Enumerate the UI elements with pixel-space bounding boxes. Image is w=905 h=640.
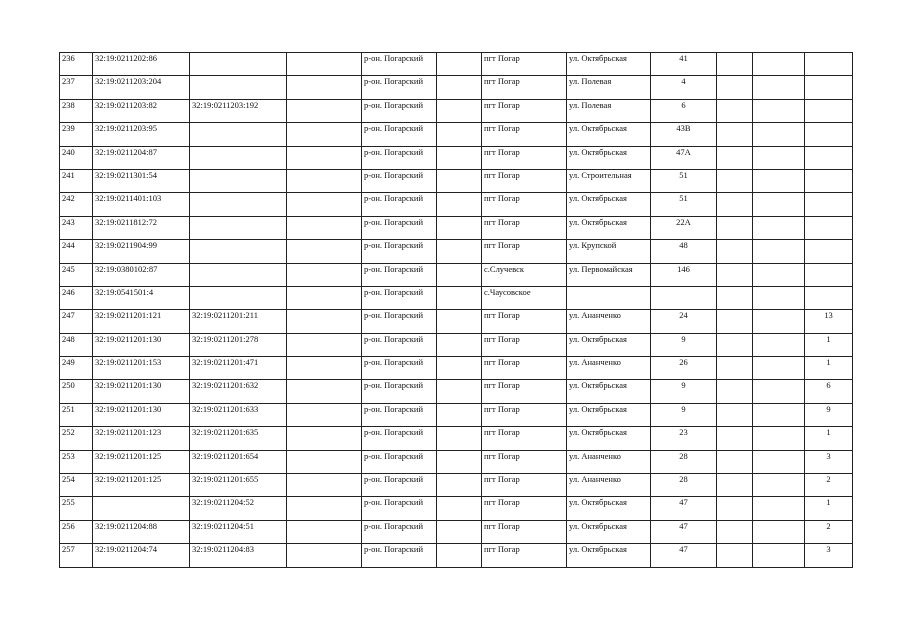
row-number: 251 (60, 403, 93, 426)
empty-cell (753, 146, 805, 169)
empty-cell (753, 99, 805, 122)
settlement-cell: с.Чаусовское (482, 286, 567, 309)
empty-cell (753, 286, 805, 309)
linked-cadastral-number (190, 193, 287, 216)
district-cell: р-он. Погарский (362, 497, 437, 520)
district-cell: р-он. Погарский (362, 286, 437, 309)
district-cell: р-он. Погарский (362, 76, 437, 99)
empty-cell (287, 76, 362, 99)
linked-cadastral-number (190, 169, 287, 192)
empty-cell (287, 450, 362, 473)
linked-cadastral-number (190, 53, 287, 76)
house-number-cell: 51 (651, 169, 717, 192)
table-row (60, 310, 853, 333)
linked-cadastral-number: 32:19:0211201:635 (190, 427, 287, 450)
street-cell: ул. Первомайская (567, 263, 651, 286)
apartment-number-cell: 9 (805, 403, 853, 426)
settlement-cell: пгт Погар (482, 169, 567, 192)
house-number-cell: 9 (651, 333, 717, 356)
settlement-cell: пгт Погар (482, 240, 567, 263)
row-number: 237 (60, 76, 93, 99)
empty-cell (287, 333, 362, 356)
row-number: 245 (60, 263, 93, 286)
district-cell: р-он. Погарский (362, 310, 437, 333)
table-row (60, 403, 853, 426)
empty-cell (717, 520, 753, 543)
empty-cell (437, 450, 482, 473)
cadastral-number: 32:19:0211202:86 (93, 53, 190, 76)
street-cell: ул. Полевая (567, 99, 651, 122)
apartment-number-cell (805, 123, 853, 146)
apartment-number-cell: 3 (805, 544, 853, 567)
table-row (60, 286, 853, 309)
linked-cadastral-number: 32:19:0211201:633 (190, 403, 287, 426)
empty-cell (437, 99, 482, 122)
empty-cell (753, 240, 805, 263)
linked-cadastral-number: 32:19:0211203:192 (190, 99, 287, 122)
linked-cadastral-number (190, 123, 287, 146)
empty-cell (437, 310, 482, 333)
house-number-cell: 48 (651, 240, 717, 263)
empty-cell (437, 333, 482, 356)
empty-cell (717, 380, 753, 403)
row-number: 256 (60, 520, 93, 543)
house-number-cell: 4 (651, 76, 717, 99)
apartment-number-cell (805, 76, 853, 99)
settlement-cell: пгт Погар (482, 357, 567, 380)
empty-cell (287, 497, 362, 520)
row-number: 250 (60, 380, 93, 403)
empty-cell (717, 216, 753, 239)
cadastral-number: 32:19:0211201:130 (93, 333, 190, 356)
apartment-number-cell (805, 216, 853, 239)
apartment-number-cell: 1 (805, 427, 853, 450)
linked-cadastral-number (190, 216, 287, 239)
empty-cell (437, 497, 482, 520)
linked-cadastral-number: 32:19:0211201:211 (190, 310, 287, 333)
empty-cell (287, 310, 362, 333)
empty-cell (753, 544, 805, 567)
street-cell: ул. Октябрьская (567, 380, 651, 403)
empty-cell (437, 286, 482, 309)
house-number-cell: 28 (651, 450, 717, 473)
empty-cell (753, 380, 805, 403)
cadastral-number: 32:19:0211204:74 (93, 544, 190, 567)
empty-cell (717, 169, 753, 192)
linked-cadastral-number (190, 146, 287, 169)
house-number-cell: 51 (651, 193, 717, 216)
apartment-number-cell (805, 146, 853, 169)
empty-cell (437, 146, 482, 169)
empty-cell (287, 403, 362, 426)
district-cell: р-он. Погарский (362, 544, 437, 567)
linked-cadastral-number: 32:19:0211201:632 (190, 380, 287, 403)
street-cell: ул. Крупской (567, 240, 651, 263)
linked-cadastral-number (190, 286, 287, 309)
empty-cell (717, 427, 753, 450)
empty-cell (717, 310, 753, 333)
settlement-cell: с.Случевск (482, 263, 567, 286)
cadastral-number: 32:19:0211201:153 (93, 357, 190, 380)
linked-cadastral-number: 32:19:0211201:654 (190, 450, 287, 473)
empty-cell (437, 76, 482, 99)
row-number: 243 (60, 216, 93, 239)
house-number-cell: 23 (651, 427, 717, 450)
house-number-cell: 9 (651, 403, 717, 426)
district-cell: р-он. Погарский (362, 520, 437, 543)
house-number-cell: 146 (651, 263, 717, 286)
street-cell: ул. Октябрьская (567, 53, 651, 76)
register-table-body (60, 53, 853, 568)
district-cell: р-он. Погарский (362, 380, 437, 403)
settlement-cell: пгт Погар (482, 333, 567, 356)
cadastral-number: 32:19:0211904:99 (93, 240, 190, 263)
empty-cell (437, 474, 482, 497)
street-cell: ул. Октябрьская (567, 193, 651, 216)
apartment-number-cell: 2 (805, 520, 853, 543)
linked-cadastral-number: 32:19:0211204:51 (190, 520, 287, 543)
district-cell: р-он. Погарский (362, 123, 437, 146)
cadastral-number: 32:19:0211201:130 (93, 403, 190, 426)
street-cell: ул. Строительная (567, 169, 651, 192)
table-row (60, 263, 853, 286)
district-cell: р-он. Погарский (362, 53, 437, 76)
empty-cell (717, 544, 753, 567)
house-number-cell: 43В (651, 123, 717, 146)
row-number: 255 (60, 497, 93, 520)
settlement-cell: пгт Погар (482, 76, 567, 99)
table-row (60, 474, 853, 497)
row-number: 238 (60, 99, 93, 122)
street-cell: ул. Полевая (567, 76, 651, 99)
empty-cell (717, 286, 753, 309)
empty-cell (717, 123, 753, 146)
empty-cell (753, 497, 805, 520)
empty-cell (287, 263, 362, 286)
house-number-cell: 47 (651, 520, 717, 543)
district-cell: р-он. Погарский (362, 427, 437, 450)
linked-cadastral-number (190, 263, 287, 286)
street-cell (567, 286, 651, 309)
linked-cadastral-number: 32:19:0211201:471 (190, 357, 287, 380)
cadastral-number: 32:19:0211812:72 (93, 216, 190, 239)
settlement-cell: пгт Погар (482, 380, 567, 403)
apartment-number-cell: 1 (805, 357, 853, 380)
empty-cell (753, 403, 805, 426)
house-number-cell: 22А (651, 216, 717, 239)
settlement-cell: пгт Погар (482, 193, 567, 216)
table-row (60, 380, 853, 403)
empty-cell (717, 240, 753, 263)
row-number: 253 (60, 450, 93, 473)
table-row (60, 193, 853, 216)
apartment-number-cell (805, 263, 853, 286)
street-cell: ул. Октябрьская (567, 427, 651, 450)
cadastral-number: 32:19:0211204:87 (93, 146, 190, 169)
cadastral-number: 32:19:0211201:123 (93, 427, 190, 450)
empty-cell (717, 333, 753, 356)
table-row (60, 450, 853, 473)
table-row (60, 544, 853, 567)
empty-cell (717, 76, 753, 99)
apartment-number-cell (805, 53, 853, 76)
linked-cadastral-number: 32:19:0211201:278 (190, 333, 287, 356)
house-number-cell (651, 286, 717, 309)
table-row (60, 76, 853, 99)
empty-cell (437, 53, 482, 76)
table-row (60, 216, 853, 239)
settlement-cell: пгт Погар (482, 450, 567, 473)
empty-cell (753, 520, 805, 543)
row-number: 248 (60, 333, 93, 356)
street-cell: ул. Октябрьская (567, 544, 651, 567)
empty-cell (753, 427, 805, 450)
empty-cell (437, 520, 482, 543)
street-cell: ул. Октябрьская (567, 403, 651, 426)
table-row (60, 169, 853, 192)
street-cell: ул. Ананченко (567, 357, 651, 380)
register-table (59, 52, 853, 568)
empty-cell (437, 380, 482, 403)
empty-cell (437, 169, 482, 192)
cadastral-number: 32:19:0211201:130 (93, 380, 190, 403)
table-row (60, 520, 853, 543)
street-cell: ул. Ананченко (567, 450, 651, 473)
apartment-number-cell (805, 169, 853, 192)
empty-cell (437, 216, 482, 239)
settlement-cell: пгт Погар (482, 310, 567, 333)
street-cell: ул. Октябрьская (567, 123, 651, 146)
empty-cell (287, 474, 362, 497)
settlement-cell: пгт Погар (482, 497, 567, 520)
empty-cell (753, 310, 805, 333)
empty-cell (717, 193, 753, 216)
table-row (60, 53, 853, 76)
cadastral-number: 32:19:0211201:121 (93, 310, 190, 333)
empty-cell (287, 380, 362, 403)
cadastral-number: 32:19:0211301:54 (93, 169, 190, 192)
table-row (60, 99, 853, 122)
cadastral-number: 32:19:0211201:125 (93, 450, 190, 473)
district-cell: р-он. Погарский (362, 357, 437, 380)
apartment-number-cell: 13 (805, 310, 853, 333)
empty-cell (753, 450, 805, 473)
row-number: 247 (60, 310, 93, 333)
empty-cell (717, 450, 753, 473)
empty-cell (753, 123, 805, 146)
empty-cell (753, 263, 805, 286)
settlement-cell: пгт Погар (482, 216, 567, 239)
house-number-cell: 28 (651, 474, 717, 497)
table-row (60, 146, 853, 169)
house-number-cell: 9 (651, 380, 717, 403)
empty-cell (437, 357, 482, 380)
empty-cell (753, 333, 805, 356)
settlement-cell: пгт Погар (482, 474, 567, 497)
table-row (60, 357, 853, 380)
table-row (60, 497, 853, 520)
cadastral-number: 32:19:0211204:88 (93, 520, 190, 543)
empty-cell (287, 520, 362, 543)
district-cell: р-он. Погарский (362, 99, 437, 122)
apartment-number-cell (805, 240, 853, 263)
empty-cell (287, 146, 362, 169)
empty-cell (437, 193, 482, 216)
empty-cell (437, 263, 482, 286)
empty-cell (717, 474, 753, 497)
empty-cell (287, 99, 362, 122)
row-number: 236 (60, 53, 93, 76)
empty-cell (287, 544, 362, 567)
district-cell: р-он. Погарский (362, 146, 437, 169)
empty-cell (717, 403, 753, 426)
street-cell: ул. Октябрьская (567, 333, 651, 356)
house-number-cell: 47А (651, 146, 717, 169)
district-cell: р-он. Погарский (362, 263, 437, 286)
linked-cadastral-number (190, 240, 287, 263)
table-row (60, 333, 853, 356)
apartment-number-cell: 1 (805, 333, 853, 356)
table-row (60, 427, 853, 450)
apartment-number-cell: 1 (805, 497, 853, 520)
linked-cadastral-number: 32:19:0211204:52 (190, 497, 287, 520)
house-number-cell: 47 (651, 544, 717, 567)
empty-cell (437, 240, 482, 263)
empty-cell (717, 99, 753, 122)
house-number-cell: 6 (651, 99, 717, 122)
empty-cell (717, 53, 753, 76)
row-number: 240 (60, 146, 93, 169)
empty-cell (287, 216, 362, 239)
cadastral-number (93, 497, 190, 520)
row-number: 239 (60, 123, 93, 146)
row-number: 257 (60, 544, 93, 567)
district-cell: р-он. Погарский (362, 193, 437, 216)
empty-cell (753, 474, 805, 497)
settlement-cell: пгт Погар (482, 123, 567, 146)
district-cell: р-он. Погарский (362, 240, 437, 263)
house-number-cell: 47 (651, 497, 717, 520)
district-cell: р-он. Погарский (362, 474, 437, 497)
cadastral-number: 32:19:0211203:204 (93, 76, 190, 99)
street-cell: ул. Ананченко (567, 474, 651, 497)
empty-cell (287, 286, 362, 309)
row-number: 242 (60, 193, 93, 216)
street-cell: ул. Октябрьская (567, 497, 651, 520)
cadastral-number: 32:19:0541501:4 (93, 286, 190, 309)
district-cell: р-он. Погарский (362, 169, 437, 192)
settlement-cell: пгт Погар (482, 520, 567, 543)
row-number: 252 (60, 427, 93, 450)
empty-cell (287, 240, 362, 263)
linked-cadastral-number: 32:19:0211204:83 (190, 544, 287, 567)
empty-cell (753, 357, 805, 380)
row-number: 241 (60, 169, 93, 192)
empty-cell (287, 427, 362, 450)
empty-cell (437, 544, 482, 567)
apartment-number-cell: 2 (805, 474, 853, 497)
district-cell: р-он. Погарский (362, 450, 437, 473)
empty-cell (287, 357, 362, 380)
empty-cell (717, 263, 753, 286)
table-row (60, 123, 853, 146)
street-cell: ул. Октябрьская (567, 520, 651, 543)
settlement-cell: пгт Погар (482, 146, 567, 169)
apartment-number-cell (805, 99, 853, 122)
empty-cell (717, 146, 753, 169)
district-cell: р-он. Погарский (362, 333, 437, 356)
settlement-cell: пгт Погар (482, 427, 567, 450)
street-cell: ул. Октябрьская (567, 146, 651, 169)
settlement-cell: пгт Погар (482, 53, 567, 76)
row-number: 244 (60, 240, 93, 263)
empty-cell (437, 403, 482, 426)
row-number: 246 (60, 286, 93, 309)
empty-cell (437, 123, 482, 146)
empty-cell (753, 169, 805, 192)
district-cell: р-он. Погарский (362, 216, 437, 239)
cadastral-number: 32:19:0211203:82 (93, 99, 190, 122)
linked-cadastral-number: 32:19:0211201:655 (190, 474, 287, 497)
empty-cell (753, 53, 805, 76)
street-cell: ул. Ананченко (567, 310, 651, 333)
empty-cell (717, 497, 753, 520)
empty-cell (287, 193, 362, 216)
settlement-cell: пгт Погар (482, 99, 567, 122)
settlement-cell: пгт Погар (482, 544, 567, 567)
empty-cell (753, 76, 805, 99)
empty-cell (287, 169, 362, 192)
empty-cell (287, 53, 362, 76)
empty-cell (437, 427, 482, 450)
cadastral-number: 32:19:0211201:125 (93, 474, 190, 497)
apartment-number-cell (805, 193, 853, 216)
table-row (60, 240, 853, 263)
cadastral-number: 32:19:0380102:87 (93, 263, 190, 286)
house-number-cell: 26 (651, 357, 717, 380)
row-number: 254 (60, 474, 93, 497)
empty-cell (287, 123, 362, 146)
empty-cell (753, 216, 805, 239)
house-number-cell: 24 (651, 310, 717, 333)
cadastral-number: 32:19:0211401:103 (93, 193, 190, 216)
empty-cell (753, 193, 805, 216)
street-cell: ул. Октябрьская (567, 216, 651, 239)
linked-cadastral-number (190, 76, 287, 99)
cadastral-number: 32:19:0211203:95 (93, 123, 190, 146)
house-number-cell: 41 (651, 53, 717, 76)
apartment-number-cell (805, 286, 853, 309)
row-number: 249 (60, 357, 93, 380)
settlement-cell: пгт Погар (482, 403, 567, 426)
empty-cell (717, 357, 753, 380)
apartment-number-cell: 3 (805, 450, 853, 473)
district-cell: р-он. Погарский (362, 403, 437, 426)
apartment-number-cell: 6 (805, 380, 853, 403)
